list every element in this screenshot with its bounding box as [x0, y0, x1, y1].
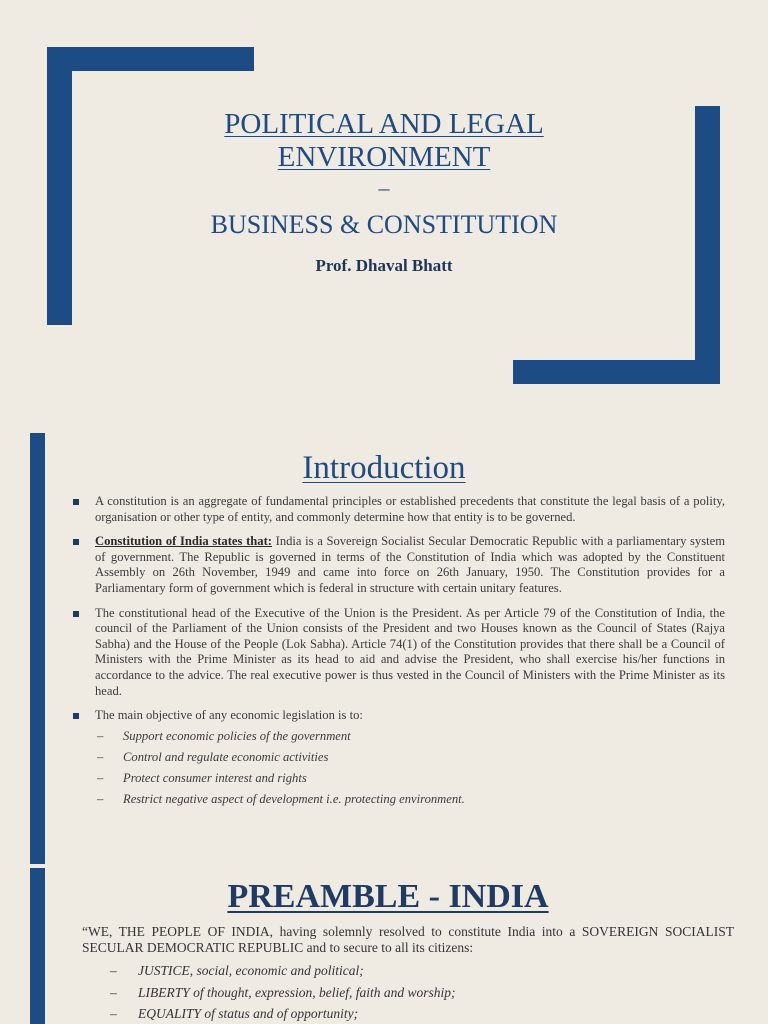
bullet-text: India is a Sovereign Socialist Secular Democratic Republic with a parliamentary system of government. The Republic is governed in terms of the Constitution of India which was adopted by the Constituent Assembly on 26th November, 1949 and came into force on 26th January, 1950. The Constitution provides for a Parliamentary form of government which is federal in structure with certain unitary features.: [95, 534, 725, 595]
introduction-slide: [0, 428, 768, 864]
author: Prof. Dhaval Bhatt: [315, 256, 453, 275]
preamble-item-text: JUSTICE, social, economic and political;: [138, 963, 364, 978]
bullet-text: A constitution is an aggregate of fundamental principles or established precedents that constitute the legal basis of a polity, organisation or other type of entity, and commonly determine how that entity is to be governed.: [95, 494, 725, 524]
frame-top-left-horizontal: [47, 47, 254, 71]
square-bullet-icon: [73, 713, 79, 719]
title-separator: –: [378, 175, 390, 200]
sub-item-text: Restrict negative aspect of development i.e. protecting environment.: [123, 791, 465, 806]
bullet-text: The constitutional head of the Executive of the Union is the President. As per Article 79 of the Constitution of India, the council of the Parliament of the Union consists of the President and two Houses known as the Council of States (Rajya Sabha) and the House of the People (Lok Sabha). Article 74(1) of the Constitution provides that there shall be a Council of Ministers with the Prime Minister as its head to aid and advise the President, who shall exercise his/her functions in accordance to the advice. The real executive power is thus vested in the Council of Ministers with the Prime Minister as its head.: [95, 605, 725, 698]
preamble-item-text: EQUALITY of status and of opportunity;: [138, 1006, 359, 1021]
preamble-item-text: LIBERTY of thought, expression, belief, faith and worship;: [138, 984, 456, 1000]
sub-item: [73, 771, 725, 787]
dash-marker: –: [97, 770, 104, 785]
square-bullet-icon: [73, 539, 79, 545]
dash-marker: –: [110, 1006, 117, 1021]
accent-bar: [30, 433, 45, 864]
sub-item-text: Support economic policies of the government: [123, 728, 351, 743]
subtitle: BUSINESS & CONSTITUTION: [210, 210, 558, 239]
preamble-heading: PREAMBLE - INDIA: [227, 878, 549, 915]
bullet-item: [73, 606, 725, 700]
preamble-list: [82, 963, 734, 1024]
sub-item-text: Protect consumer interest and rights: [123, 770, 307, 785]
preamble-slide: [0, 868, 768, 1024]
sub-item: [73, 792, 725, 808]
preamble-item: [82, 1006, 734, 1024]
preamble-text: “WE, THE PEOPLE OF INDIA, having solemnly resolved to constitute India into a SOVEREIGN SOCIALIST SECULAR DEMOCRATIC REPUBLIC and to secure to all its citizens:: [82, 924, 734, 955]
introduction-content: [73, 494, 725, 813]
bullet-item: [73, 494, 725, 525]
square-bullet-icon: [73, 611, 79, 617]
bullet-item: [73, 708, 725, 724]
bullet-label: Constitution of India states that:: [95, 534, 272, 549]
bullet-text: The main objective of any economic legislation is to:: [95, 708, 363, 723]
preamble-item: [82, 985, 734, 1007]
sub-item: [73, 729, 725, 745]
dash-marker: –: [110, 963, 117, 978]
introduction-heading: Introduction: [302, 450, 466, 486]
dash-marker: –: [97, 728, 104, 743]
dash-marker: –: [97, 749, 104, 764]
frame-bottom-right-horizontal: [513, 360, 720, 384]
title-line-2: ENVIRONMENT: [277, 141, 491, 173]
title-slide: [0, 0, 768, 415]
bullet-item: [73, 534, 725, 596]
square-bullet-icon: [73, 499, 79, 505]
sub-item: [73, 750, 725, 766]
preamble-item: [82, 963, 734, 985]
sub-item-text: Control and regulate economic activities: [123, 749, 329, 764]
title-line-1: POLITICAL AND LEGAL: [224, 108, 544, 140]
dash-marker: –: [97, 791, 104, 806]
dash-marker: –: [110, 984, 117, 1000]
